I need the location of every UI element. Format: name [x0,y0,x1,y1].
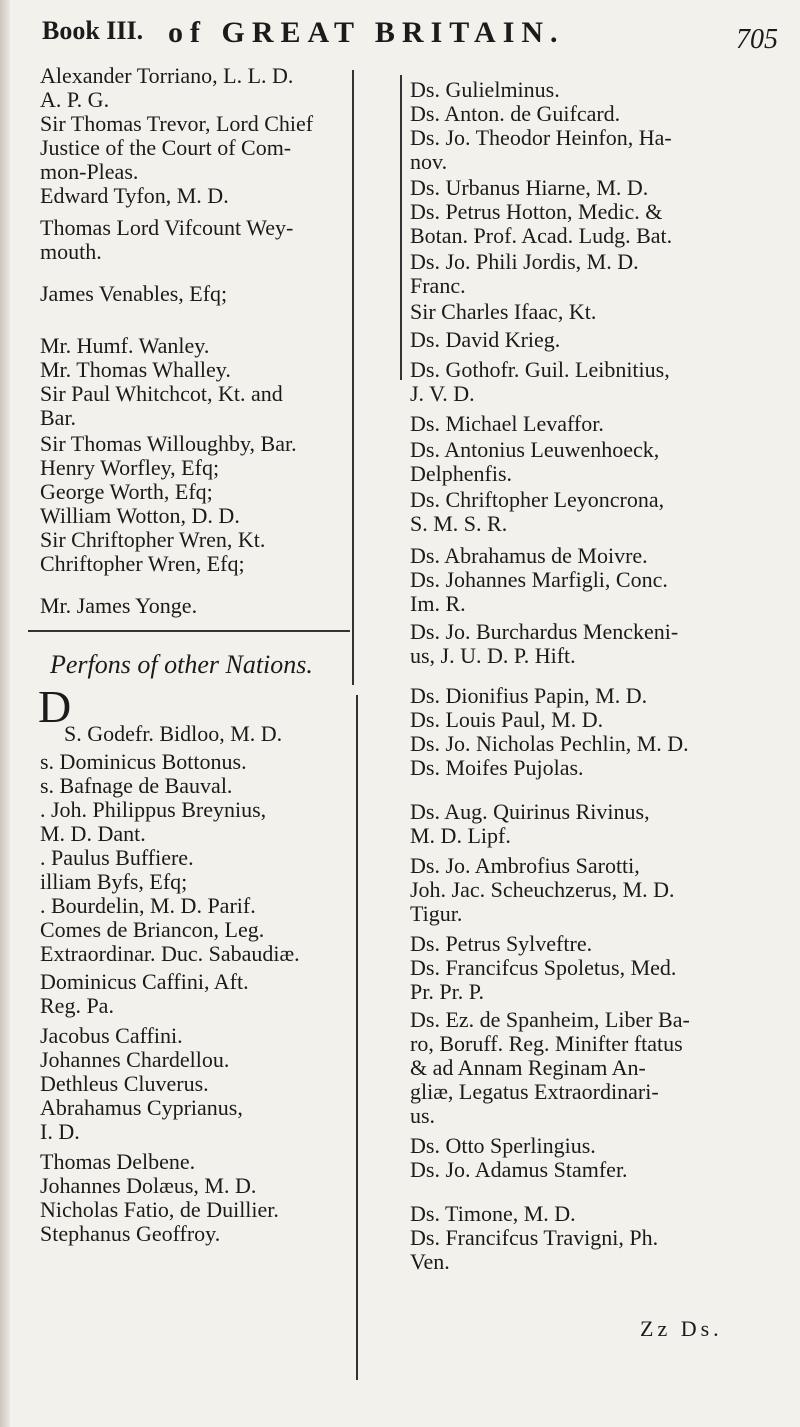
list-item: Edward Tyfon, M. D. [40,183,229,208]
list-item: Ds. Johannes Marfigli, Conc. Im. R. [410,567,668,616]
list-item: Ds. Urbanus Hiarne, M. D. [410,175,649,200]
list-item: Ds. Moifes Pujolas. [410,755,584,780]
list-item: Ds. Jo. Theodor Heinfon, Ha- nov. [410,125,672,174]
list-item: Ds. Aug. Quirinus Rivinus, M. D. Lipf. [410,799,650,848]
list-item: Ds. Petrus Sylveftre. [410,931,593,956]
list-item: Nicholas Fatio, de Duillier. [40,1197,279,1222]
list-item: Thomas Delbene. [40,1149,196,1174]
column-divider-lower [356,695,358,1380]
list-item: Ds. Francifcus Spoletus, Med. Pr. Pr. P. [410,955,677,1004]
list-item: Sir Thomas Trevor, Lord Chief Justice of the Court of Com- mon-Pleas. [40,111,314,184]
list-item: Ds. Chriftopher Leyoncrona, S. M. S. R. [410,487,665,536]
list-item: Ds. Gothofr. Guil. Leibnitius, J. V. D. [410,357,670,406]
list-item: Ds. Jo. Ambrofius Sarotti, Joh. Jac. Scheuchzerus, M. D. Tigur. [410,853,675,926]
list-item: illiam Byfs, Efq; [40,869,188,894]
list-item: Ds. Jo. Burchardus Menckeni- us, J. U. D. P. Hift. [410,619,679,668]
list-item: Ds. Otto Sperlingius. [410,1133,596,1158]
drop-capital: D [38,681,72,732]
list-item: Ds. Jo. Phili Jordis, M. D. Franc. [410,249,639,298]
list-item: Sir Thomas Willoughby, Bar. [40,431,297,456]
list-item: . Bourdelin, M. D. Parif. [40,893,256,918]
list-item: Abrahamus Cyprianus, I. D. [40,1095,243,1144]
section-heading: Perfons of other Nations. [50,650,313,679]
list-item: Ds. Jo. Nicholas Pechlin, M. D. [410,731,689,756]
book-label: Book III. [42,16,144,45]
list-item: Mr. Humf. Wanley. [40,333,210,358]
list-item: Ds. Petrus Hotton, Medic. & Botan. Prof. Acad. Ludg. Bat. [410,199,673,248]
list-item: s. Bafnage de Bauval. [40,773,233,798]
list-item: Ds. Gulielminus. [410,77,560,102]
list-item: Ds. David Krieg. [410,327,561,352]
list-item: Ds. Anton. de Guifcard. [410,101,621,126]
list-item: Chriftopher Wren, Efq; [40,551,245,576]
column-divider-upper-right [400,75,402,380]
list-item: Ds. Antonius Leuwenhoeck, Delphenfis. [410,437,660,486]
list-item: Stephanus Geoffroy. [40,1221,221,1246]
list-item: Ds. Francifcus Travigni, Ph. Ven. [410,1225,659,1274]
list-item: James Venables, Efq; [40,281,228,306]
list-item: Ds. Louis Paul, M. D. [410,707,604,732]
list-item: Mr. Thomas Whalley. [40,357,231,382]
list-item: . Paulus Buffiere. [40,845,194,870]
list-item: Ds. Timone, M. D. [410,1201,576,1226]
catchword: Zz Ds. [640,1316,723,1341]
list-item: s. Dominicus Bottonus. [40,749,247,774]
list-item: Alexander Torriano, L. L. D. A. P. G. [40,63,294,112]
column-divider-upper-left [352,70,354,685]
running-title: of GREAT BRITAIN. [168,16,565,49]
list-item: Ds. Dionifius Papin, M. D. [410,683,648,708]
list-item: . Joh. Philippus Breynius, M. D. Dant. [40,797,267,846]
list-item: Mr. James Yonge. [40,593,198,618]
list-item: Comes de Briancon, Leg. Extraordinar. Duc. Sabaudiæ. [40,917,300,966]
list-item: Johannes Chardellou. [40,1047,230,1072]
list-item: Dethleus Cluverus. [40,1071,209,1096]
list-item: Jacobus Caffini. [40,1023,183,1048]
list-item: Ds. Jo. Adamus Stamfer. [410,1157,628,1182]
list-item: Ds. Michael Levaffor. [410,411,604,436]
running-header [40,10,780,62]
page-spine-shadow [0,0,10,1427]
list-item: Ds. Ez. de Spanheim, Liber Ba- ro, Boruff. Reg. Minifter ftatus & ad Annam Reginam An- gliæ, Legatus Extraordinari- us. [410,1007,690,1128]
list-item: Sir Paul Whitchcot, Kt. and Bar. [40,381,283,430]
list-item: Henry Worfley, Efq; [40,455,220,480]
page-number: 705 [736,24,778,55]
section-rule [28,630,350,632]
list-item: Sir Charles Ifaac, Kt. [410,299,597,324]
list-item: George Worth, Efq; [40,479,213,504]
list-item: Sir Chriftopher Wren, Kt. [40,527,266,552]
list-item: Johannes Dolæus, M. D. [40,1173,257,1198]
list-item: S. Godefr. Bidloo, M. D. [64,721,283,746]
list-item: Thomas Lord Vifcount Wey- mouth. [40,215,294,264]
list-item: William Wotton, D. D. [40,503,240,528]
list-item: Ds. Abrahamus de Moivre. [410,543,648,568]
list-item: Dominicus Caffini, Aft. Reg. Pa. [40,969,249,1018]
